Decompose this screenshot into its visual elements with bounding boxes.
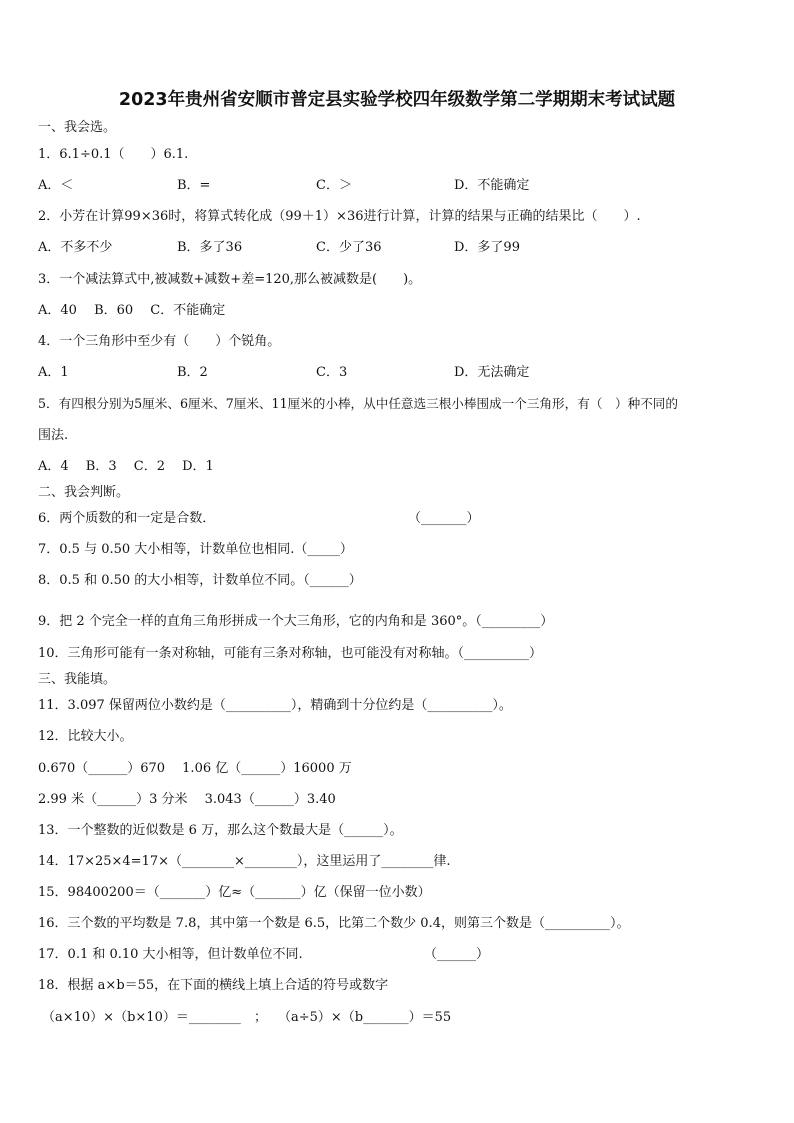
q2-option-b: B．多了36	[177, 240, 243, 255]
q2-option-a: A．不多不少	[38, 240, 113, 255]
section-heading-3: 三、我能填。	[38, 672, 117, 687]
q17-answer-blank[interactable]: （______）	[424, 947, 490, 962]
section-heading-1: 一、我会选。	[38, 120, 117, 135]
question-5: 5．有四根分别为5厘米、6厘米、7厘米、11厘米的小棒，从中任意选三根小棒围成一个三角形，有（ ）种不同的	[38, 396, 678, 411]
question-13: 13．一个整数的近似数是 6 万，那么这个数最大是（______）。	[38, 823, 403, 838]
q1-option-b: B．=	[177, 178, 211, 193]
q2-option-c: C．少了36	[316, 240, 382, 255]
q4-option-b: B．2	[177, 365, 208, 380]
question-12: 12．比较大小。	[38, 729, 133, 744]
question-16: 16．三个数的平均数是 7.8，其中第一个数是 6.5，比第二个数少 0.4，则第三个数是（__________）。	[38, 916, 630, 931]
page-title: 2023年贵州省安顺市普定县实验学校四年级数学第二学期期末考试试题	[118, 90, 676, 110]
q12-row-1: 0.670（______）670 1.06 亿（______）16000 万	[38, 761, 352, 776]
q18-separator: ；	[254, 1010, 268, 1025]
q2-option-d: D．多了99	[454, 240, 520, 255]
q4-option-d: D．无法确定	[454, 365, 530, 380]
question-18: 18．根据 a×b＝55，在下面的横线上填上合适的符号或数字	[38, 978, 389, 993]
q6-answer-blank[interactable]: （_______）	[408, 511, 480, 526]
question-9: 9．把 2 个完全一样的直角三角形拼成一个大三角形，它的内角和是 360°。（_________）	[38, 614, 554, 629]
q18-left-expression: （a×10）×（b×10）＝________	[42, 1010, 241, 1025]
q1-option-d: D．不能确定	[454, 178, 530, 193]
section-heading-2: 二、我会判断。	[38, 485, 130, 500]
question-14: 14．17×25×4=17×（________×________），这里运用了________律.	[38, 854, 451, 869]
question-7: 7．0.5 与 0.50 大小相等，计数单位也相同.（_____）	[38, 542, 353, 557]
question-6: 6．两个质数的和一定是合数．	[38, 511, 216, 526]
question-10: 10．三角形可能有一条对称轴，可能有三条对称轴，也可能没有对称轴。（__________）	[38, 646, 543, 661]
question-15: 15．98400200＝（_______）亿≈（_______）亿（保留一位小数）	[38, 885, 431, 900]
question-1: 1．6.1÷0.1（ ）6.1.	[38, 147, 189, 162]
q12-row-2: 2.99 米（______）3 分米 3.043（______）3.40	[38, 792, 336, 807]
question-5-continued: 围法.	[38, 428, 69, 443]
q18-right-expression: （a÷5）×（b_______）＝55	[278, 1010, 452, 1025]
q1-option-c: C．＞	[316, 178, 352, 193]
q3-options: A．40 B．60 C．不能确定	[38, 303, 226, 318]
q4-option-a: A．1	[38, 365, 69, 380]
question-3: 3．一个减法算式中,被减数+减数+差=120,那么被减数是( )。	[38, 272, 422, 287]
question-2: 2．小芳在计算99×36时，将算式转化成（99＋1）×36进行计算，计算的结果与正确的结果比（ ）.	[38, 209, 641, 224]
question-11: 11．3.097 保留两位小数约是（__________），精确到十分位约是（__________）。	[38, 698, 512, 713]
question-8: 8．0.5 和 0.50 的大小相等，计数单位不同。（______）	[38, 573, 362, 588]
q4-option-c: C．3	[316, 365, 348, 380]
q5-options: A．4 B．3 C．2 D．1	[38, 459, 214, 474]
q1-option-a: A．＜	[38, 178, 74, 193]
question-4: 4．一个三角形中至少有（ ）个锐角。	[38, 334, 281, 349]
question-17: 17．0.1 和 0.10 大小相等，但计数单位不同.	[38, 947, 303, 962]
